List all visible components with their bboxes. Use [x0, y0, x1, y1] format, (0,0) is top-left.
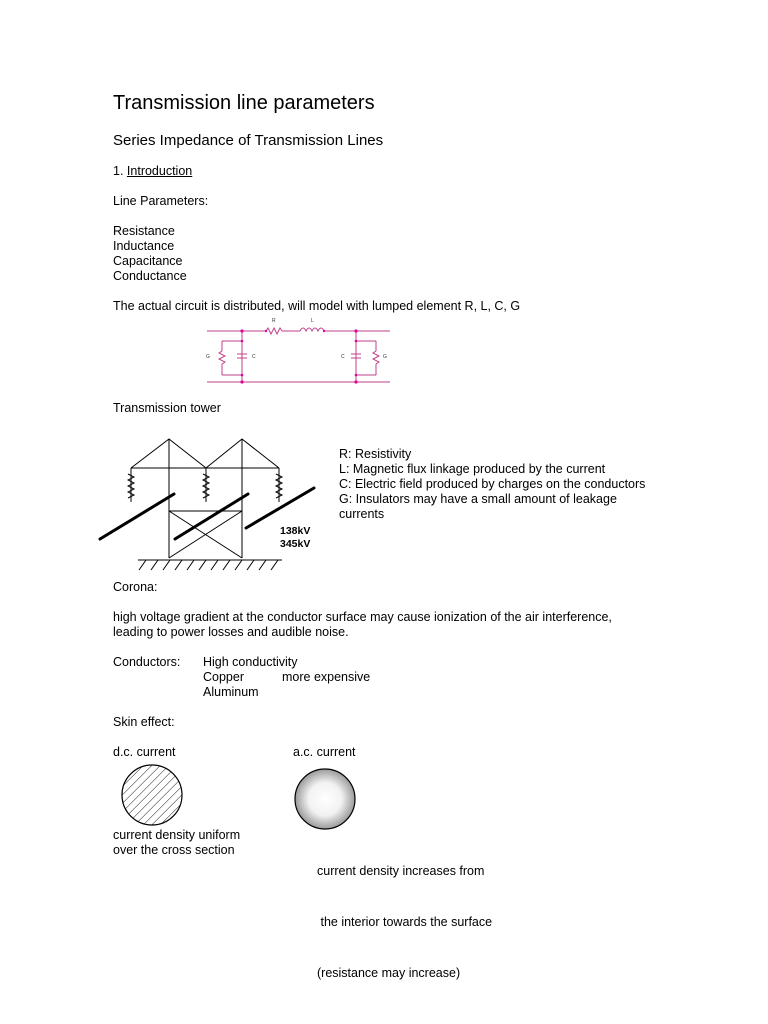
note-line: current density increases from — [317, 864, 485, 878]
corona-heading: Corona: — [113, 580, 158, 594]
corona-text — [113, 610, 612, 640]
dc-notes — [113, 828, 240, 858]
conductors-property: High conductivity — [203, 655, 298, 669]
parameter-notes — [339, 447, 645, 522]
lumped-circuit-diagram — [200, 313, 400, 388]
section-heading — [113, 164, 192, 179]
conductor-material-aluminum: Aluminum — [203, 685, 259, 699]
line-parameters-list — [113, 224, 187, 284]
ac-cross-section — [293, 767, 357, 831]
label-c-left: C — [252, 354, 256, 360]
tower-voltages — [280, 525, 310, 551]
list-item: Resistance — [113, 224, 175, 238]
dc-cross-section — [120, 763, 184, 827]
note-line: R: Resistivity — [339, 447, 412, 461]
page-subtitle: Series Impedance of Transmission Lines — [113, 132, 384, 149]
label-c-right: C — [341, 354, 345, 360]
circuit-intro: The actual circuit is distributed, will model with lumped element R, L, C, G — [113, 299, 521, 313]
copper-note: more expensive — [282, 670, 371, 684]
note-line: current density uniform — [113, 828, 241, 842]
label-g-right: G — [383, 354, 387, 360]
paragraph-line: high voltage gradient at the conductor surface may cause ionization of the air interference, — [113, 610, 612, 624]
label-g-left: G — [206, 354, 210, 360]
note-line: over the cross section — [113, 843, 235, 857]
voltage-label: 345kV — [280, 538, 311, 550]
list-item: Capacitance — [113, 254, 183, 268]
note-line: C: Electric field produced by charges on the conductors — [339, 477, 646, 491]
tower-heading: Transmission tower — [113, 401, 221, 415]
dc-label: d.c. current — [113, 745, 176, 759]
page-title: Transmission line parameters — [113, 92, 375, 114]
conductor-material-copper: Copper — [203, 670, 244, 684]
line-parameters-heading: Line Parameters: — [113, 194, 209, 208]
note-line: currents — [339, 507, 385, 521]
note-line: (resistance may increase) — [317, 966, 461, 980]
label-r: R — [272, 318, 276, 324]
note-line: G: Insulators may have a small amount of leakage — [339, 492, 617, 506]
voltage-label: 138kV — [280, 525, 311, 537]
label-l: L — [311, 318, 314, 324]
ac-label: a.c. current — [293, 745, 356, 759]
ac-notes — [317, 828, 492, 999]
paragraph-line: leading to power losses and audible noise. — [113, 625, 349, 639]
conductors-label: Conductors: — [113, 655, 181, 669]
skin-effect-heading: Skin effect: — [113, 715, 175, 729]
note-line: the interior towards the surface — [317, 915, 493, 929]
transmission-tower-drawing — [96, 436, 296, 576]
list-item: Inductance — [113, 239, 175, 253]
section-number: 1. — [113, 164, 124, 178]
section-name: Introduction — [126, 164, 193, 178]
list-item: Conductance — [113, 269, 187, 283]
note-line: L: Magnetic flux linkage produced by the current — [339, 462, 606, 476]
